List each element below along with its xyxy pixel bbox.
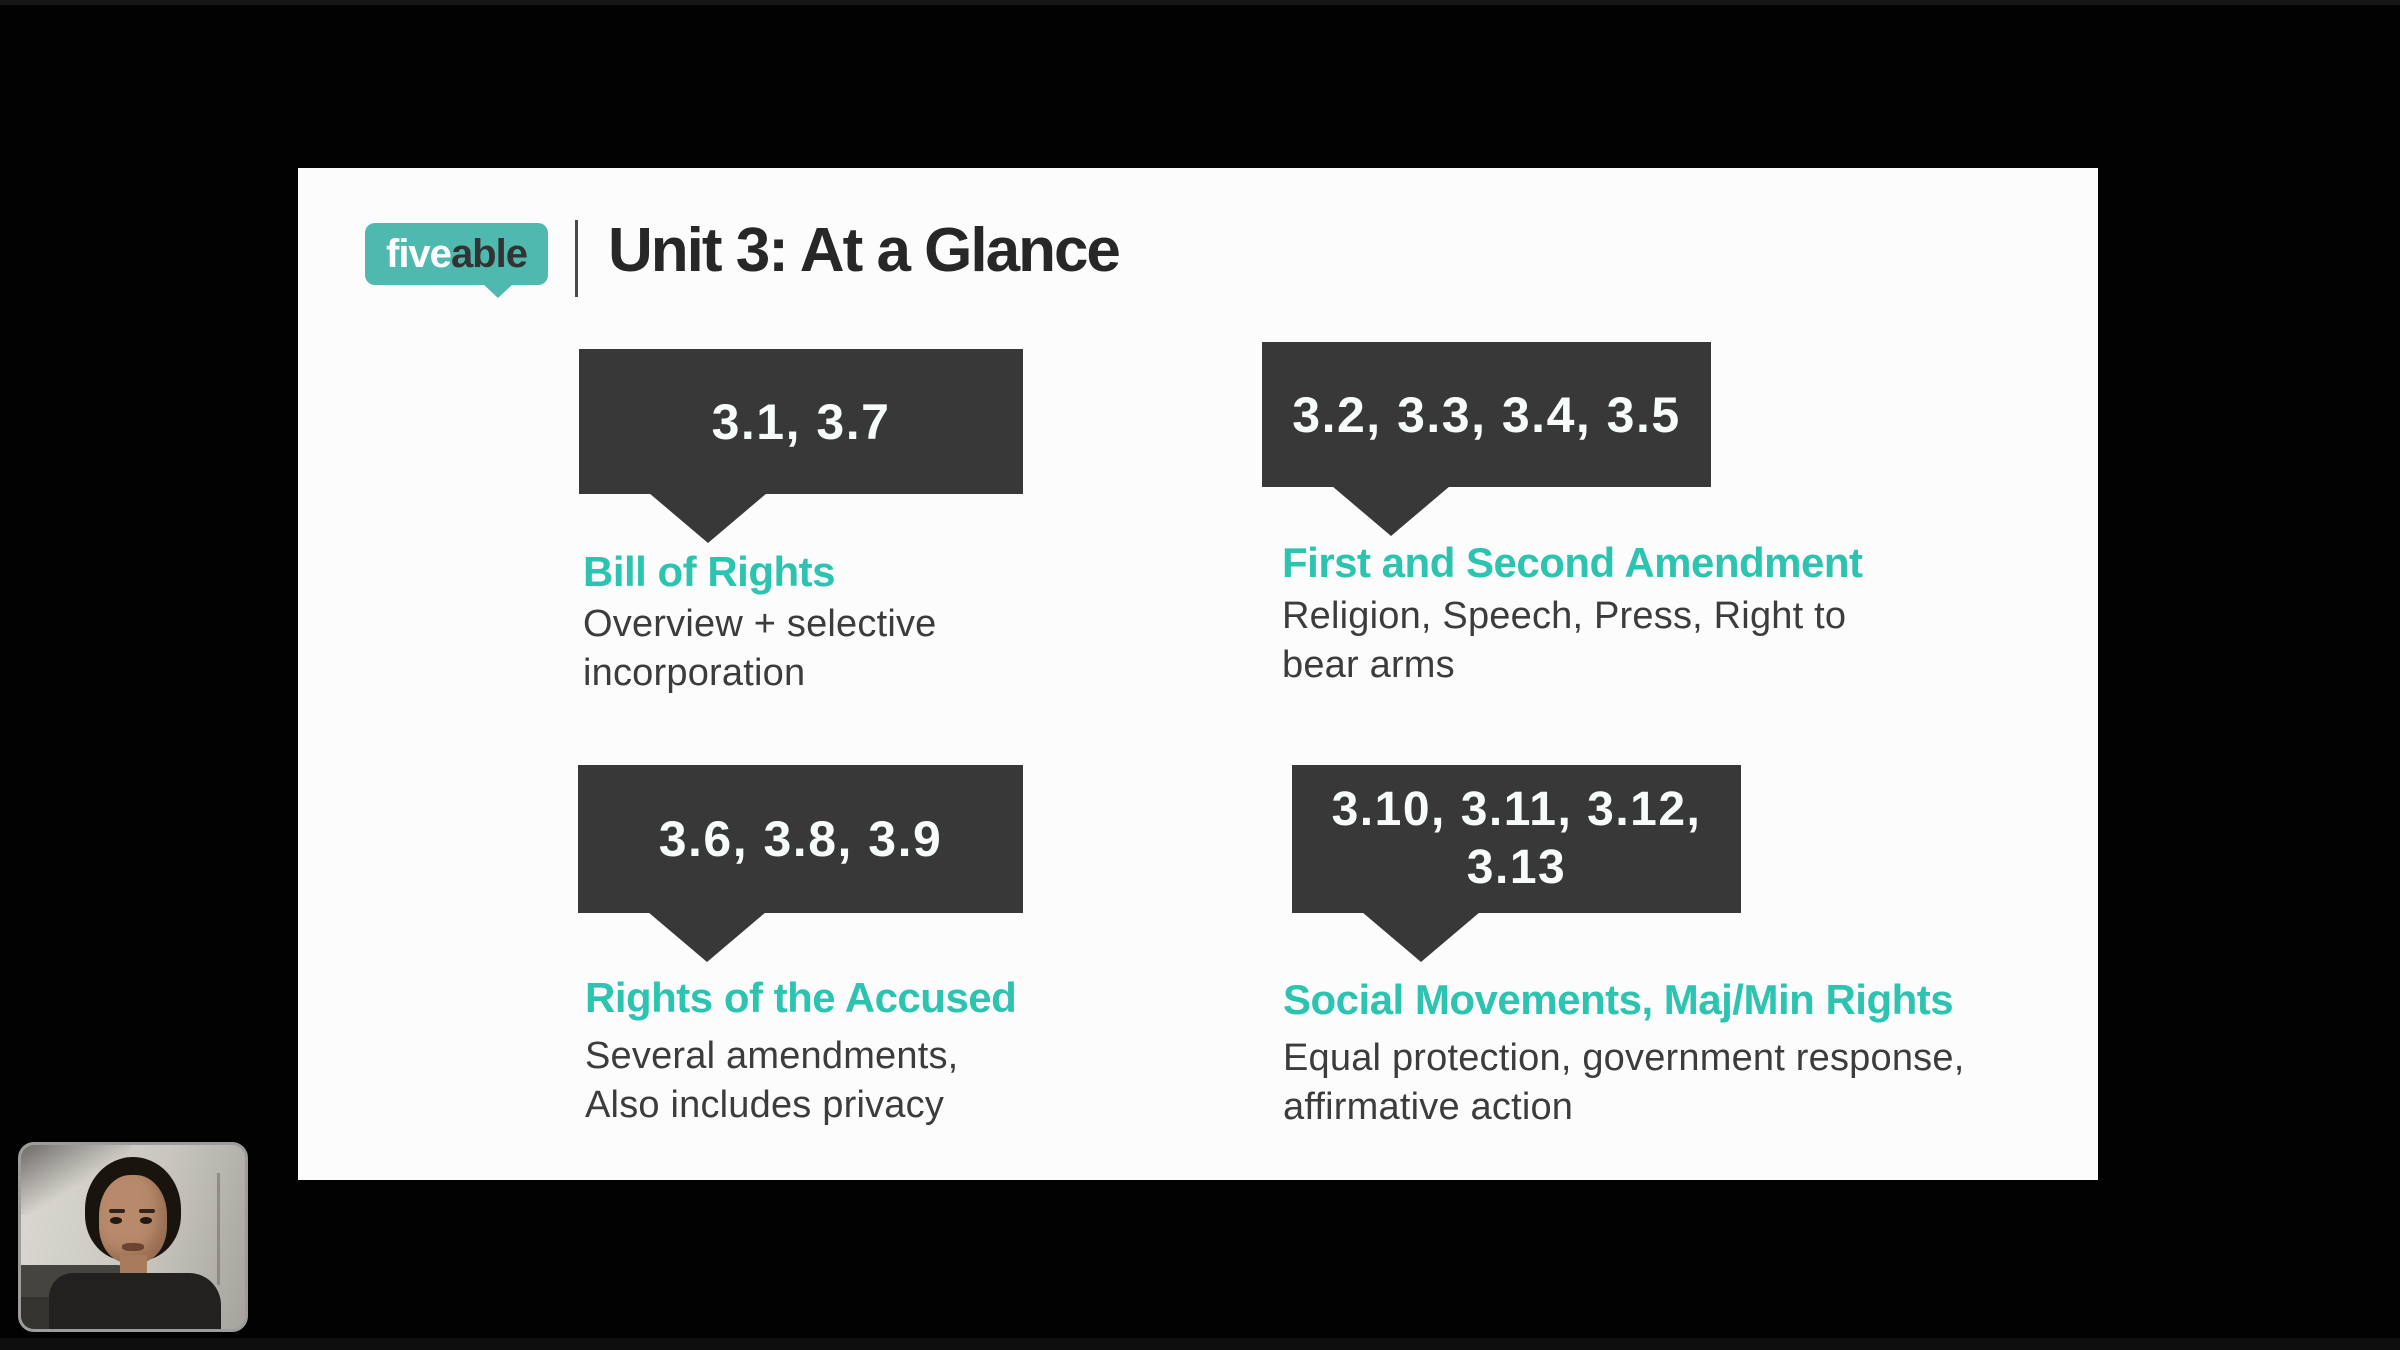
- bubble-tail: [1332, 486, 1450, 536]
- card-heading: Rights of the Accused: [585, 974, 1017, 1021]
- card-body: [583, 600, 937, 698]
- presenter-eye: [140, 1217, 152, 1224]
- unit-badge-text: 3.2, 3.3, 3.4, 3.5: [1292, 386, 1681, 443]
- card-body: [1283, 1034, 1964, 1132]
- presenter-shirt: [49, 1273, 221, 1332]
- card-heading: First and Second Amendment: [1282, 539, 1863, 586]
- logo-speech-tail: [483, 284, 513, 298]
- logo-text-five: five: [386, 232, 451, 276]
- unit-badge-bubble: [1292, 765, 1741, 913]
- presenter-mouth: [122, 1243, 144, 1251]
- logo-text-able: able: [450, 232, 527, 276]
- unit-badge-text: 3.1, 3.7: [711, 393, 891, 450]
- card-body-line: affirmative action: [1283, 1086, 1574, 1128]
- presenter-eye: [110, 1217, 122, 1224]
- self-view-webcam[interactable]: [18, 1142, 248, 1332]
- card-body-line: Equal protection, government response,: [1283, 1037, 1965, 1079]
- letterbox-bottom-edge: [0, 1338, 2400, 1350]
- presenter-eyebrow: [139, 1209, 155, 1213]
- card-body-line: Overview + selective: [583, 603, 937, 645]
- bubble-tail: [1362, 912, 1480, 962]
- card-body-line: Also includes privacy: [585, 1084, 945, 1126]
- unit-badge-text: 3.10, 3.11, 3.12,: [1331, 783, 1702, 836]
- card-heading: Social Movements, Maj/Min Rights: [1283, 976, 1954, 1023]
- unit-badge-text: 3.13: [1466, 841, 1567, 894]
- header-divider: [575, 220, 578, 297]
- presentation-slide: [298, 168, 2098, 1180]
- unit-badge-bubble: [578, 765, 1023, 913]
- webcam-door-frame: [217, 1173, 220, 1285]
- card-body-line: Several amendments,: [585, 1035, 959, 1077]
- unit-badge-text: 3.6, 3.8, 3.9: [658, 811, 943, 867]
- card-heading: Bill of Rights: [583, 548, 835, 595]
- card-body-line: bear arms: [1282, 644, 1455, 686]
- bubble-tail: [648, 912, 766, 962]
- card-body-line: incorporation: [583, 652, 806, 694]
- letterbox-top-edge: [0, 0, 2400, 5]
- unit-badge-bubble: [579, 349, 1023, 494]
- bubble-tail: [649, 493, 767, 543]
- fiveable-logo: [365, 223, 548, 285]
- card-body: [1282, 592, 1846, 690]
- card-body: [585, 1032, 958, 1130]
- presenter-eyebrow: [109, 1209, 125, 1213]
- slide-title: Unit 3: At a Glance: [608, 216, 1119, 285]
- unit-badge-bubble: [1262, 342, 1711, 487]
- card-body-line: Religion, Speech, Press, Right to: [1282, 595, 1847, 637]
